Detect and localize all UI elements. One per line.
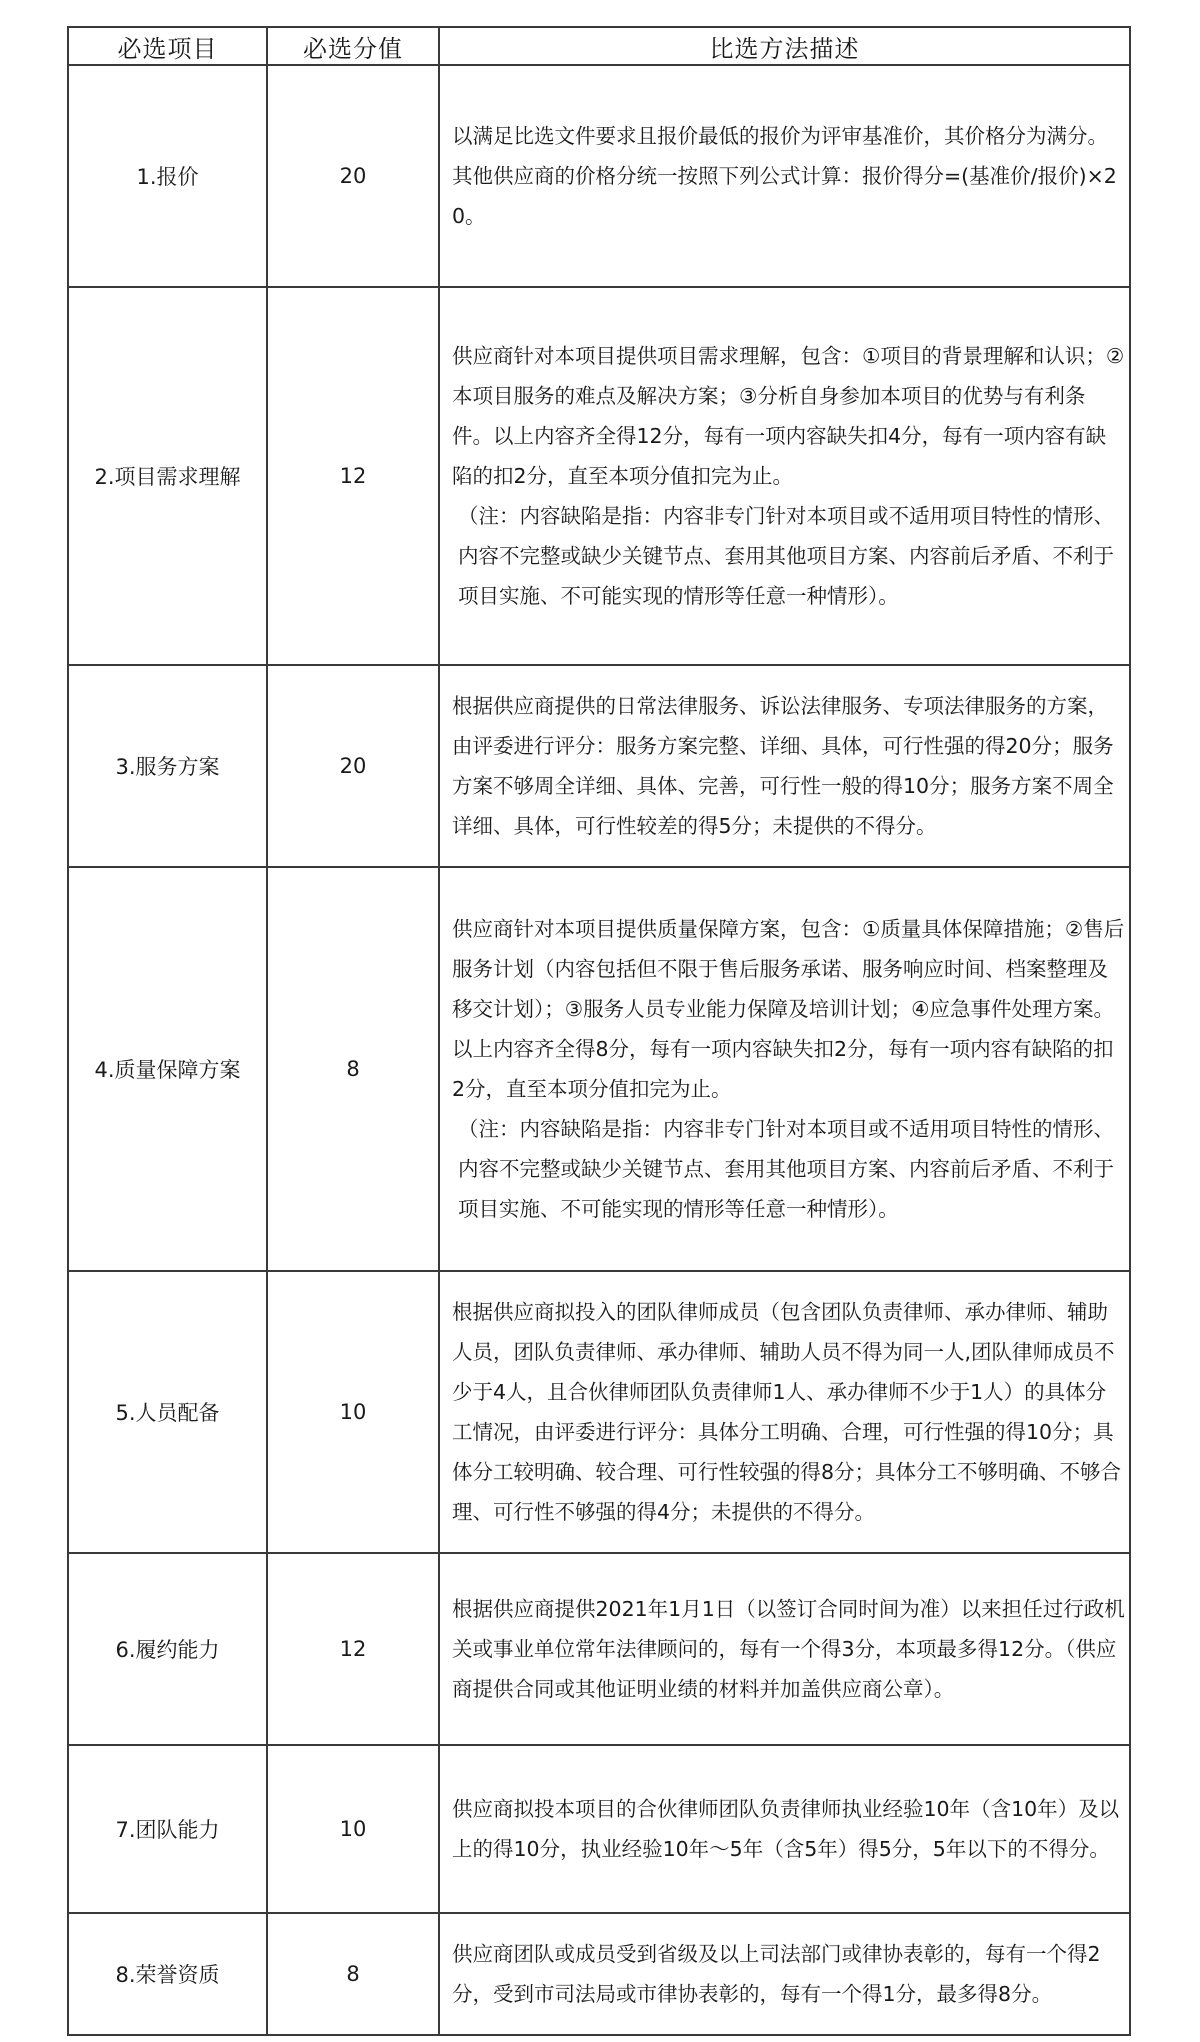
item-cell: 2.项目需求理解 bbox=[68, 287, 267, 665]
description-text: 供应商拟投本项目的合伙律师团队负责律师执业经验10年（含10年）及以上的得10分，执业经验10年～5年（含5年）得5分，5年以下的不得分。 bbox=[452, 1797, 1120, 1861]
table-row bbox=[68, 665, 1130, 867]
description-text: 供应商针对本项目提供质量保障方案，包含：①质量具体保障措施；②售后服务计划（内容包括但不限于售后服务承诺、服务响应时间、档案整理及移交计划）；③服务人员专业能力保障及培训计划；④应急事件处理方案。以上内容齐全得8分，每有一项内容缺失扣2分，每有一项内容有缺陷的扣2分，直至本项分值扣完为止。 bbox=[452, 917, 1125, 1101]
scoring-table bbox=[67, 26, 1131, 2036]
table-row bbox=[68, 287, 1130, 665]
table-row bbox=[68, 1553, 1130, 1745]
item-cell: 7.团队能力 bbox=[68, 1745, 267, 1913]
description-cell bbox=[439, 665, 1130, 867]
table-row bbox=[68, 1913, 1130, 2035]
description-cell bbox=[439, 1553, 1130, 1745]
description-text: 供应商针对本项目提供项目需求理解，包含：①项目的背景理解和认识；②本项目服务的难点及解决方案；③分析自身参加本项目的优势与有利条件。以上内容齐全得12分，每有一项内容缺失扣4分，每有一项内容有缺陷的扣2分，直至本项分值扣完为止。 bbox=[452, 344, 1125, 488]
table-row bbox=[68, 1745, 1130, 1913]
item-cell: 6.履约能力 bbox=[68, 1553, 267, 1745]
description-text: 根据供应商拟投入的团队律师成员（包含团队负责律师、承办律师、辅助人员，团队负责律师、承办律师、辅助人员不得为同一人,团队律师成员不少于4人，且合伙律师团队负责律师1人、承办律师不少于1人）的具体分工情况，由评委进行评分：具体分工明确、合理，可行性强的得10分；具体分工较明确、较合理、可行性较强的得8分；具体分工不够明确、不够合理、可行性不够强的得4分；未提供的不得分。 bbox=[452, 1300, 1122, 1524]
item-cell: 4.质量保障方案 bbox=[68, 867, 267, 1271]
description-cell bbox=[439, 287, 1130, 665]
score-cell: 10 bbox=[267, 1271, 439, 1553]
item-cell: 5.人员配备 bbox=[68, 1271, 267, 1553]
header-item: 必选项目 bbox=[68, 27, 267, 65]
item-cell: 8.荣誉资质 bbox=[68, 1913, 267, 2035]
description-note: （注：内容缺陷是指：内容非专门针对本项目或不适用项目特性的情形、内容不完整或缺少关键节点、套用其他项目方案、内容前后矛盾、不利于项目实施、不可能实现的情形等任意一种情形）。 bbox=[458, 1117, 1114, 1221]
description-cell bbox=[439, 65, 1130, 287]
score-cell: 20 bbox=[267, 65, 439, 287]
item-cell: 3.服务方案 bbox=[68, 665, 267, 867]
table-row bbox=[68, 1271, 1130, 1553]
score-cell: 12 bbox=[267, 1553, 439, 1745]
description-note: （注：内容缺陷是指：内容非专门针对本项目或不适用项目特性的情形、内容不完整或缺少关键节点、套用其他项目方案、内容前后矛盾、不利于项目实施、不可能实现的情形等任意一种情形）。 bbox=[458, 504, 1114, 608]
item-cell: 1.报价 bbox=[68, 65, 267, 287]
table-row bbox=[68, 65, 1130, 287]
description-text: 根据供应商提供的日常法律服务、诉讼法律服务、专项法律服务的方案，由评委进行评分：服务方案完整、详细、具体，可行性强的得20分；服务方案不够周全详细、具体、完善，可行性一般的得10分；服务方案不周全详细、具体，可行性较差的得5分；未提供的不得分。 bbox=[452, 694, 1114, 838]
description-text: 根据供应商提供2021年1月1日（以签订合同时间为准）以来担任过行政机关或事业单位常年法律顾问的，每有一个得3分，本项最多得12分。（供应商提供合同或其他证明业绩的材料并加盖供应商公章）。 bbox=[452, 1597, 1125, 1701]
description-text: 以满足比选文件要求且报价最低的报价为评审基准价，其价格分为满分。其他供应商的价格分统一按照下列公式计算：报价得分=(基准价/报价)×20。 bbox=[452, 124, 1117, 228]
description-cell bbox=[439, 1271, 1130, 1553]
header-score: 必选分值 bbox=[267, 27, 439, 65]
score-cell: 20 bbox=[267, 665, 439, 867]
description-cell bbox=[439, 1745, 1130, 1913]
description-text: 供应商团队或成员受到省级及以上司法部门或律协表彰的，每有一个得2分，受到市司法局或市律协表彰的，每有一个得1分，最多得8分。 bbox=[452, 1942, 1101, 2006]
score-cell: 10 bbox=[267, 1745, 439, 1913]
description-cell bbox=[439, 1913, 1130, 2035]
table-row bbox=[68, 867, 1130, 1271]
score-cell: 12 bbox=[267, 287, 439, 665]
header-method: 比选方法描述 bbox=[439, 27, 1130, 65]
description-cell bbox=[439, 867, 1130, 1271]
score-cell: 8 bbox=[267, 1913, 439, 2035]
table-header-row bbox=[68, 27, 1130, 65]
score-cell: 8 bbox=[267, 867, 439, 1271]
